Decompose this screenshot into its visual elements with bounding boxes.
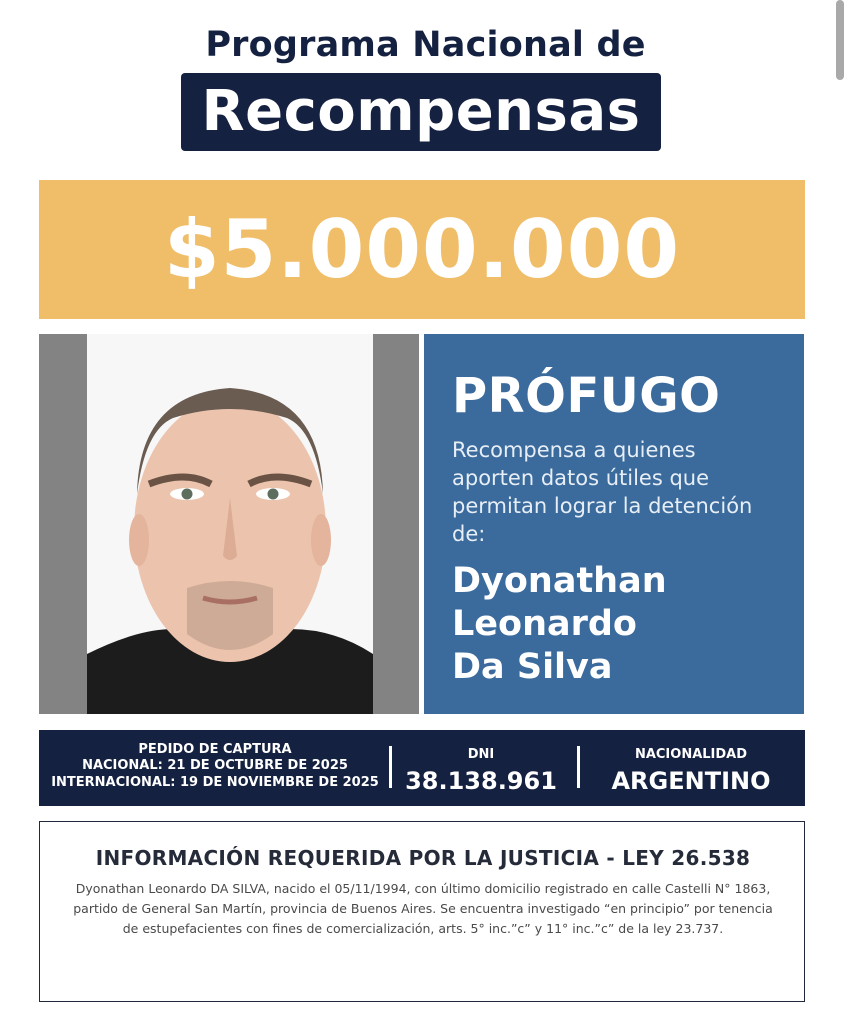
required-info-text: Dyonathan Leonardo DA SILVA, nacido el 05/11/1994, con último domicilio registrado en calle Castelli N° 1863, partido de General San Martín, provincia de Buenos Aires. Se encuentra investigado “en principio” por tenencia de estupefacientes con fines de comercialización, arts. 5° inc.”c” y 11° inc.”c” de la ley 23.737. [73, 881, 773, 936]
name-line-1: Dyonathan [452, 561, 667, 601]
name-line-2: Leonardo [452, 604, 637, 644]
capture-international: INTERNACIONAL: 19 DE NOVIEMBRE DE 2025 [51, 775, 379, 790]
nationality-value: ARGENTINO [611, 767, 771, 795]
name-line-3: Da Silva [452, 647, 613, 687]
capture-title: PEDIDO DE CAPTURA [138, 742, 292, 757]
nationality-label: NACIONALIDAD [634, 747, 748, 762]
portrait-illustration [87, 334, 373, 714]
capture-national: NACIONAL: 21 DE OCTUBRE DE 2025 [82, 758, 348, 773]
title-banner [181, 73, 661, 151]
program-title: Programa Nacional de [205, 25, 646, 65]
capture-order [45, 730, 385, 806]
fugitive-photo [87, 334, 373, 714]
required-info-title: INFORMACIÓN REQUERIDA POR LA JUSTICIA - LEY 26.538 [95, 846, 751, 870]
reward-banner [39, 180, 805, 319]
fugitive-info-panel [424, 334, 804, 714]
nationality-block [591, 730, 791, 806]
fugitive-name [452, 560, 792, 689]
fugitive-status: PRÓFUGO [452, 368, 721, 424]
separator [577, 746, 580, 788]
reward-description: Recompensa a quienes aporten datos útiles que permitan lograr la detención de: [452, 438, 753, 546]
dni-value: 38.138.961 [405, 767, 557, 795]
reward-amount: $5.000.000 [163, 203, 681, 296]
required-info-box [39, 821, 805, 1002]
details-bar [39, 730, 805, 806]
recompensas-title: Recompensas [201, 79, 641, 144]
separator [389, 746, 392, 788]
poster-header [0, 22, 851, 68]
photo-frame [39, 334, 419, 714]
dni-label: DNI [467, 747, 495, 762]
dni-block [401, 730, 561, 806]
